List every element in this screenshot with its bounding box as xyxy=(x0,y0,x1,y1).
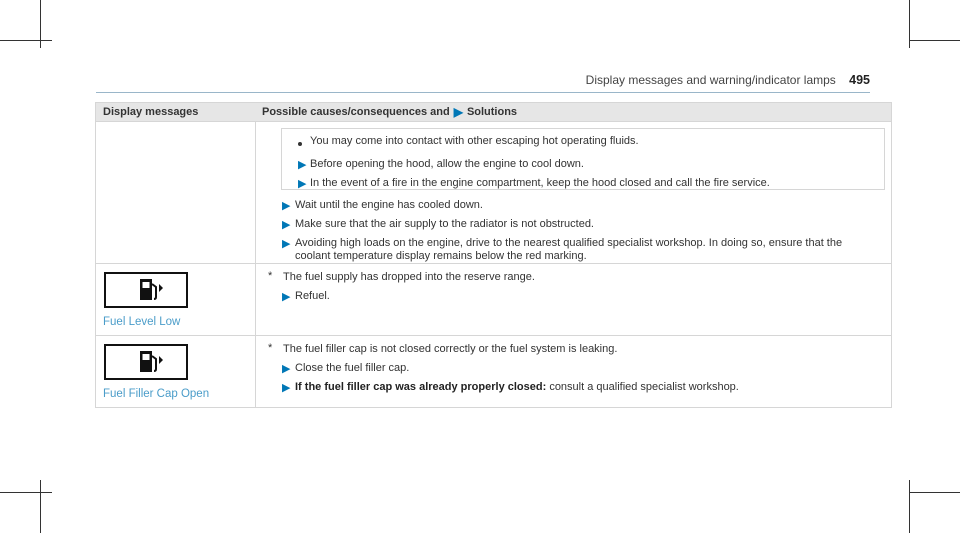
section-title: Display messages and warning/indicator lamps xyxy=(585,73,836,87)
fuel-pump-icon xyxy=(106,274,186,306)
step-text: Wait until the engine has cooled down. xyxy=(295,199,483,211)
cause-text: The fuel filler cap is not closed correctly or the fuel system is leaking. xyxy=(283,343,618,355)
fuel-level-low-display xyxy=(104,272,188,308)
table-row xyxy=(96,121,891,263)
asterisk: * xyxy=(268,342,273,354)
message-label: Fuel Filler Cap Open xyxy=(103,388,210,400)
message-cell xyxy=(96,264,256,335)
arrow-icon: ▶ xyxy=(282,382,291,394)
fuel-filler-cap-display xyxy=(104,344,188,380)
step-text: Make sure that the air supply to the radiator is not obstructed. xyxy=(295,218,594,230)
arrow-icon: ▶ xyxy=(282,291,291,303)
message-label: Fuel Level Low xyxy=(103,316,181,328)
crop-mark xyxy=(909,40,960,41)
step-text: coolant temperature display remains below the red marking. xyxy=(295,250,587,262)
warning-box xyxy=(281,128,885,190)
table-header xyxy=(96,103,891,121)
fuel-pump-icon xyxy=(106,346,186,378)
arrow-icon: ▶ xyxy=(298,178,307,190)
warning-step: Before opening the hood, allow the engine to cool down. xyxy=(310,158,584,170)
arrow-icon: ▶ xyxy=(282,219,291,231)
col-causes-solutions: Possible causes/consequences and ▶ Solutions xyxy=(262,105,518,119)
bullet-icon xyxy=(298,142,302,146)
arrow-icon: ▶ xyxy=(298,159,307,171)
arrow-icon: ▶ xyxy=(282,238,291,250)
message-cell xyxy=(96,122,256,263)
col-display-messages: Display messages xyxy=(103,106,199,118)
crop-mark xyxy=(909,492,960,493)
crop-mark xyxy=(0,40,52,41)
header-rule xyxy=(96,92,870,93)
crop-mark xyxy=(40,480,41,533)
warning-step: In the event of a fire in the engine compartment, keep the hood closed and call the fire service. xyxy=(310,177,770,189)
arrow-icon: ▶ xyxy=(453,105,463,119)
step-text: Close the fuel filler cap. xyxy=(295,362,410,374)
solution-cell xyxy=(256,122,891,263)
arrow-icon: ▶ xyxy=(282,363,291,375)
arrow-icon: ▶ xyxy=(282,200,291,212)
table-row xyxy=(96,263,891,335)
display-messages-table xyxy=(95,102,892,408)
table-row xyxy=(96,335,891,407)
step-text: Avoiding high loads on the engine, drive to the nearest qualified specialist workshop. In doing so, ensure that the xyxy=(295,237,843,249)
crop-mark xyxy=(909,480,910,533)
solution-cell xyxy=(256,336,891,407)
step-text: Refuel. xyxy=(295,290,330,302)
warning-text: You may come into contact with other escaping hot operating fluids. xyxy=(310,135,639,147)
step-action: consult a qualified specialist workshop. xyxy=(549,381,739,393)
crop-mark xyxy=(0,492,52,493)
solution-cell xyxy=(256,264,891,335)
message-cell xyxy=(96,336,256,407)
step-text xyxy=(295,381,739,393)
page-number: 495 xyxy=(849,73,870,87)
step-condition: If the fuel filler cap was already properly closed: xyxy=(295,381,547,393)
running-header xyxy=(586,73,870,87)
cause-text: The fuel supply has dropped into the reserve range. xyxy=(283,271,535,283)
asterisk: * xyxy=(268,270,273,282)
